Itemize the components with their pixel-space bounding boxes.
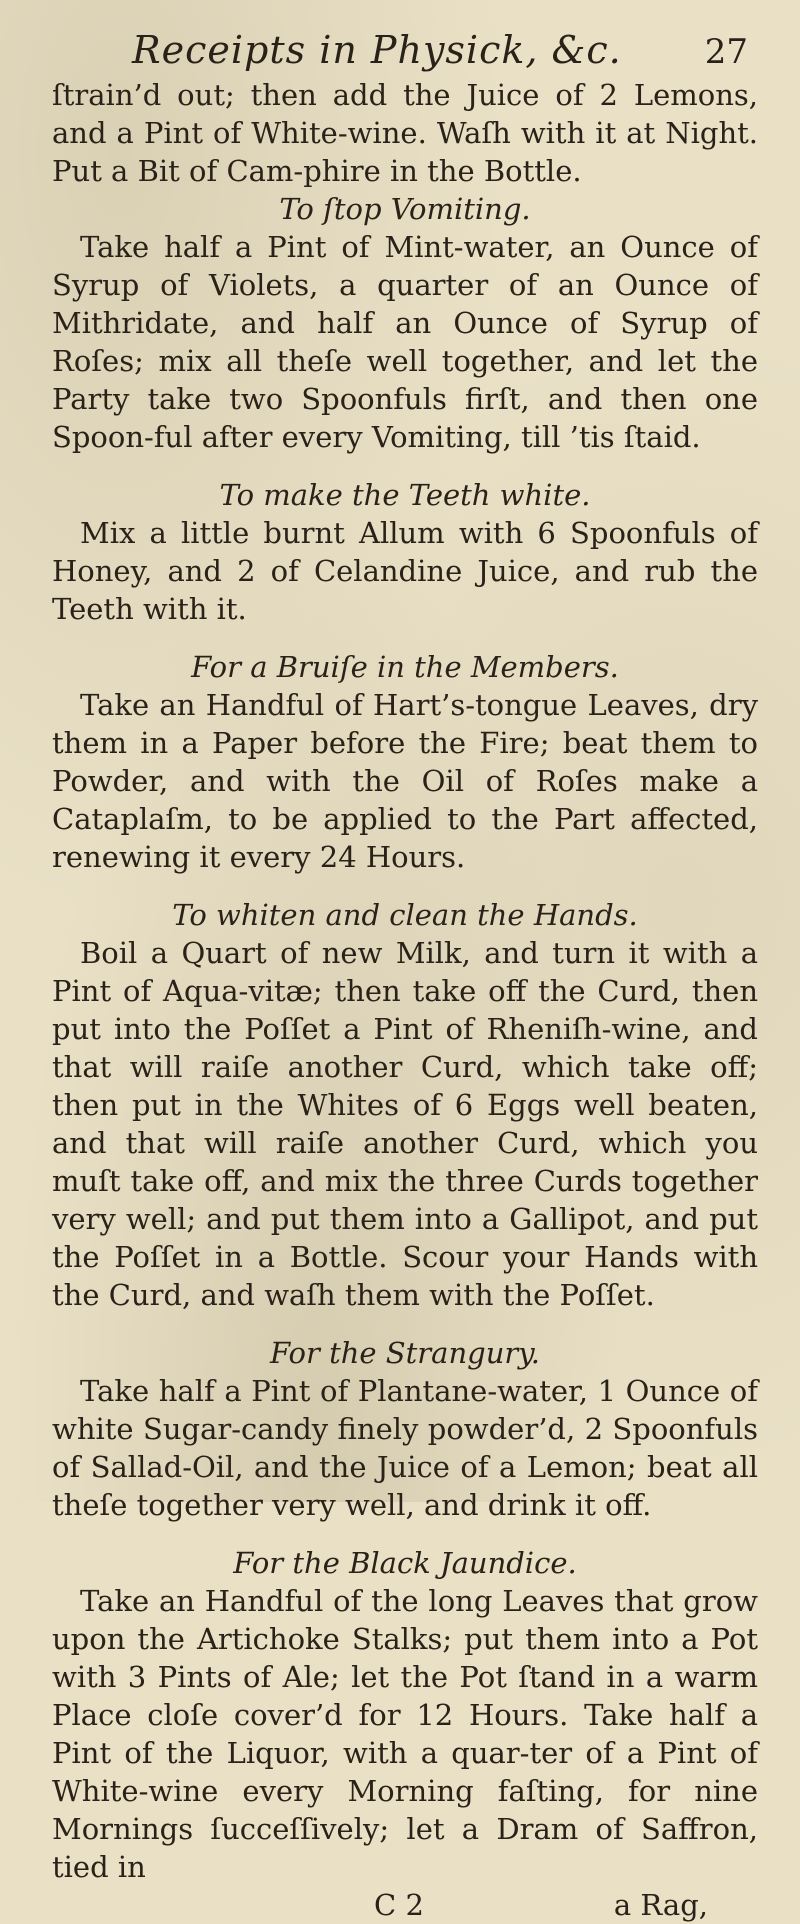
recipe-black-jaundice [52,1544,758,1886]
page-header [52,28,758,76]
recipe-heading: For the Black Jaundice. [233,1546,577,1580]
recipe-body: Take an Handful of Hart’s-tongue Leaves, dry them in a Paper before the Fire; beat them to Powder, and with the Oil of Roſes make a Cataplaſm, to be applied to the Part affected, renewing it every 24 Hours. [52,688,758,874]
recipe-body: Mix a little burnt Allum with 6 Spoonfuls of Honey, and 2 of Celandine Juice, and rub the Teeth with it. [52,516,758,626]
recipe-stop-vomiting [52,190,758,456]
recipe-heading: To whiten and clean the Hands. [172,898,638,932]
recipe-body: Boil a Quart of new Milk, and turn it with a Pint of Aqua-vitæ; then take off the Curd, then put into the Poſſet a Pint of Rheniſh-wine, and that will raiſe another Curd, which take off; then put in the Whites of 6 Eggs well beaten, and that will raiſe another Curd, which you muſt take off, and mix the three Curds together very well; and put them into a Gallipot, and put the Poſſet in a Bottle. Scour your Hands with the Curd, and waſh them with the Poſſet. [52,936,758,1312]
running-title: Receipts in Physick, &c. [132,28,622,72]
recipe-heading: To ſtop Vomiting. [279,192,531,226]
recipe-body: Take half a Pint of Mint-water, an Ounce of Syrup of Violets, a quarter of an Ounce of Mithridate, and half an Ounce of Syrup of Roſes; mix all theſe well together, and let the Party take two Spoonfuls firſt, and then one Spoon-ful after every Vomiting, till ’tis ſtaid. [52,230,758,454]
catchword: a Rag, [613,1888,708,1922]
recipe-heading: For a Bruiſe in the Members. [191,650,619,684]
page-number: 27 [704,32,748,72]
recipe-heading: For the Strangury. [270,1336,540,1370]
continuation-paragraph: ſtrain’d out; then add the Juice of 2 Lemons, and a Pint of White-wine. Waſh with it at Night. Put a Bit of Cam-phire in the Bottle. [52,78,758,188]
recipe-bruise [52,648,758,876]
signature-mark: C 2 [374,1888,424,1922]
recipe-whiten-hands [52,896,758,1314]
recipe-heading: To make the Teeth white. [219,478,591,512]
recipe-strangury [52,1334,758,1524]
recipe-body: Take an Handful of the long Leaves that grow upon the Artichoke Stalks; put them into a Pot with 3 Pints of Ale; let the Pot ſtand in a warm Place cloſe cover’d for 12 Hours. Take half a Pint of the Liquor, with a quar-ter of a Pint of White-wine every Morning faſting, for nine Mornings ſucceſſively; let a Dram of Saffron, tied in [52,1584,758,1884]
recipe-white-teeth [52,476,758,628]
page-footer [52,1886,758,1924]
recipe-body: Take half a Pint of Plantane-water, 1 Ounce of white Sugar-candy finely powder’d, 2 Spoonfuls of Sallad-Oil, and the Juice of a Lemon; beat all theſe together very well, and drink it off. [52,1374,758,1522]
